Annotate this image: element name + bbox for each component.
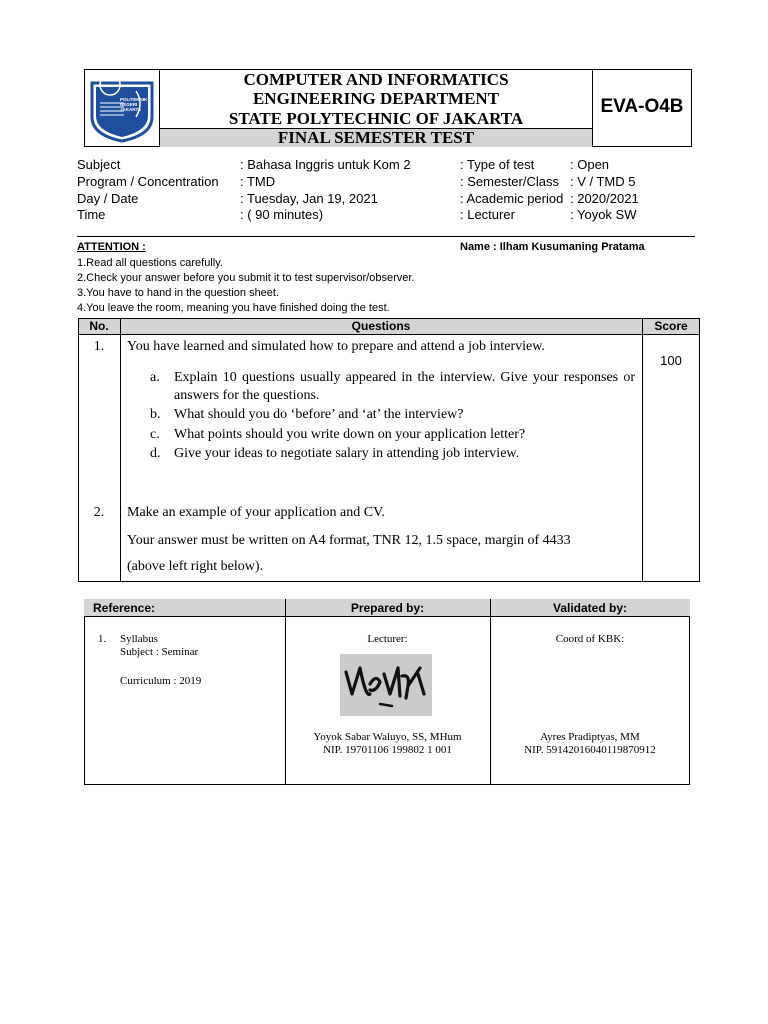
info-value-period: : 2020/2021 (570, 191, 639, 206)
info-divider (77, 236, 695, 237)
col-score: Score (654, 319, 688, 333)
prepared-name: Yoyok Sabar Waluyo, SS, MHum (313, 731, 462, 743)
ref-curriculum: Curriculum : 2019 (120, 675, 202, 687)
info-value-date: : Tuesday, Jan 19, 2021 (240, 191, 378, 206)
info-label-date: Day / Date (77, 191, 139, 206)
info-label-program: Program / Concentration (77, 174, 219, 189)
attention-item-4: 4.You leave the room, meaning you have finished doing the test. (77, 302, 390, 314)
rt-divider-1 (285, 599, 286, 785)
attention-item-1: 1.Read all questions carefully. (77, 257, 223, 269)
col-prepared: Prepared by: (350, 601, 425, 615)
info-label-lecturer: : Lecturer (460, 207, 515, 222)
q2-note-2: (above left right below). (127, 559, 264, 574)
qt-divider-1 (120, 318, 121, 582)
q1a-text: Explain 10 questions usually appeared in the interview. Give your responses or answers for the questions. (174, 370, 635, 403)
info-value-lecturer: : Yoyok SW (570, 207, 637, 222)
q1-number: 1. (93, 339, 105, 354)
header-line-1: COMPUTER AND INFORMATICS (243, 70, 509, 89)
q1c-text: What points should you write down on your application letter? (174, 427, 526, 442)
q2-number: 2. (93, 505, 105, 520)
validated-nip: NIP. 59142016040119870912 (524, 744, 656, 756)
attention-title: ATTENTION : (77, 241, 146, 253)
validated-role: Coord of KBK: (555, 633, 625, 645)
col-questions: Questions (351, 319, 411, 333)
header-line-2: ENGINEERING DEPARTMENT (252, 89, 500, 108)
signature-icon (340, 654, 432, 716)
header-line-3: STATE POLYTECHNIC OF JAKARTA (228, 109, 524, 128)
info-label-subject: Subject (77, 157, 121, 172)
info-value-type: : Open (570, 157, 610, 172)
logo-text-3: JAKARTA (120, 107, 142, 112)
logo-text-1: POLITEKNIK (120, 97, 148, 102)
info-value-subject: : Bahasa Inggris untuk Kom 2 (240, 157, 411, 172)
info-label-type: : Type of test (460, 157, 535, 172)
info-value-program: : TMD (240, 174, 276, 189)
ref-number: 1. (98, 633, 107, 645)
ref-subject: Subject : Seminar (120, 646, 199, 658)
q1d-text: Give your ideas to negotiate salary in attending job interview. (174, 446, 520, 461)
info-label-semester: : Semester/Class (460, 174, 559, 189)
attention-item-2: 2.Check your answer before you submit it to test supervisor/observer. (77, 272, 415, 284)
col-no: No. (89, 319, 109, 333)
q1-text: You have learned and simulated how to prepare and attend a job interview. (127, 339, 545, 354)
form-code: EVA-O4B (600, 96, 684, 117)
test-title: FINAL SEMESTER TEST (277, 128, 475, 147)
col-validated: Validated by: (552, 601, 628, 615)
score-value: 100 (660, 353, 682, 368)
q1d-letter: d. (150, 446, 161, 461)
prepared-nip: NIP. 19701106 199802 1 001 (323, 744, 452, 756)
validated-name: Ayres Pradiptyas, MM (540, 731, 640, 743)
q1b-text: What should you do ‘before’ and ‘at’ the interview? (174, 407, 464, 422)
q1a-letter: a. (150, 370, 160, 385)
info-label-time: Time (77, 207, 106, 222)
student-name: Name : Ilham Kusumaning Pratama (460, 241, 645, 253)
signature-image (340, 654, 432, 716)
rt-divider-2 (490, 599, 491, 785)
q1c-letter: c. (150, 427, 160, 442)
q1b-letter: b. (150, 407, 161, 422)
logo-cell (84, 69, 160, 147)
info-value-semester: : V / TMD 5 (570, 174, 636, 189)
info-label-period: : Academic period (460, 191, 564, 206)
logo-text-2: NEGERI (120, 102, 138, 107)
col-reference: Reference: (92, 601, 156, 615)
attention-item-3: 3.You have to hand in the question sheet. (77, 287, 280, 299)
q2-note-1: Your answer must be written on A4 format, TNR 12, 1.5 space, margin of 4433 (127, 533, 571, 548)
polytechnic-logo (84, 69, 160, 147)
q2-text: Make an example of your application and CV. (127, 505, 385, 520)
info-value-time: : ( 90 minutes) (240, 207, 324, 222)
ref-item: Syllabus (120, 633, 158, 645)
prepared-role: Lecturer: (367, 633, 408, 645)
